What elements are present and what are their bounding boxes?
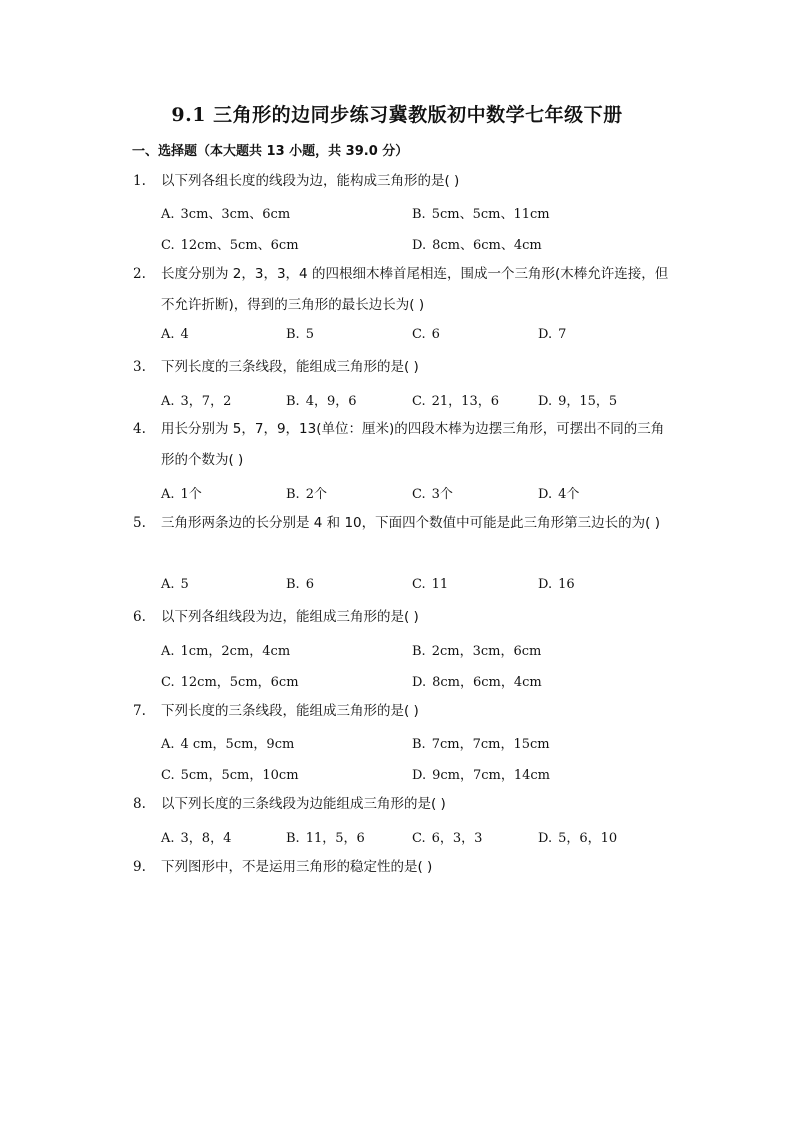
option-c: C. 12cm、5cm、6cm [161,238,299,253]
question-stem: 以下列各组长度的线段为边，能构成三角形的是( ) [161,173,460,189]
page-title: 9.1 三角形的边同步练习冀教版初中数学七年级下册 [171,104,623,126]
question-number: 1. [133,173,146,189]
option-d: D. 16 [538,577,575,592]
option-b: B. 2个 [286,487,327,502]
question-number: 8. [133,796,146,812]
option-d: D. 4个 [538,487,580,502]
question-9 [133,852,673,883]
question-stem: 以下列各组线段为边，能组成三角形的是( ) [161,609,419,625]
option-a: A. 3，8，4 [161,831,232,846]
question-number: 5. [133,515,146,531]
option-c: C. 12cm，5cm，6cm [161,675,299,690]
option-a: A. 4 [161,327,189,342]
option-c: C. 5cm，5cm，10cm [161,768,299,783]
option-a: A. 1cm，2cm，4cm [161,644,291,659]
option-b: B. 4，9，6 [286,394,357,409]
question-3 [133,352,673,383]
question-stem: 下列图形中，不是运用三角形的稳定性的是( ) [161,859,433,875]
question-number: 4. [133,421,146,437]
question-number: 2. [133,266,146,282]
option-d: D. 7 [538,327,567,342]
question-stem: 三角形两条边的长分别是 4 和 10，下面四个数值中可能是此三角形第三边长的为( ) [161,515,660,531]
option-d: D. 5，6，10 [538,831,618,846]
question-7 [133,696,673,727]
question-2 [133,259,673,321]
option-b: B. 7cm，7cm，15cm [412,737,550,752]
option-d: D. 9cm，7cm，14cm [412,768,551,783]
option-c: C. 6 [412,327,440,342]
question-8 [133,789,673,820]
option-d: D. 8cm，6cm，4cm [412,675,542,690]
option-b: B. 5cm、5cm、11cm [412,207,550,222]
option-a: A. 3cm、3cm、6cm [161,207,291,222]
option-b: B. 5 [286,327,314,342]
option-a: A. 1个 [161,487,202,502]
question-number: 9. [133,859,146,875]
question-stem: 下列长度的三条线段，能组成三角形的是( ) [161,703,419,719]
option-d: D. 9，15，5 [538,394,618,409]
option-a: A. 4 cm，5cm，9cm [161,737,295,752]
question-stem: 用长分别为 5，7，9，13(单位：厘米)的四段木棒为边摆三角形，可摆出不同的三角形的个数为( ) [161,421,665,468]
option-a: A. 3，7，2 [161,394,232,409]
option-c: C. 6，3，3 [412,831,483,846]
option-b: B. 2cm，3cm，6cm [412,644,542,659]
question-stem: 下列长度的三条线段，能组成三角形的是( ) [161,359,419,375]
question-number: 3. [133,359,146,375]
option-c: C. 21，13，6 [412,394,499,409]
option-a: A. 5 [161,577,189,592]
option-c: C. 3个 [412,487,453,502]
section-heading: 一、选择题（本大题共 13 小题，共 39.0 分） [132,144,409,159]
question-stem: 长度分别为 2，3，3，4 的四根细木棒首尾相连，围成一个三角形(木棒允许连接，但不允许折断)，得到的三角形的最长边长为( ) [161,266,669,313]
question-number: 7. [133,703,146,719]
option-d: D. 8cm、6cm、4cm [412,238,542,253]
question-5 [133,508,673,539]
option-c: C. 11 [412,577,449,592]
question-6 [133,602,673,633]
question-1 [133,166,673,197]
option-b: B. 6 [286,577,314,592]
question-4 [133,414,673,476]
option-b: B. 11，5，6 [286,831,365,846]
question-stem: 以下列长度的三条线段为边能组成三角形的是( ) [161,796,446,812]
question-number: 6. [133,609,146,625]
